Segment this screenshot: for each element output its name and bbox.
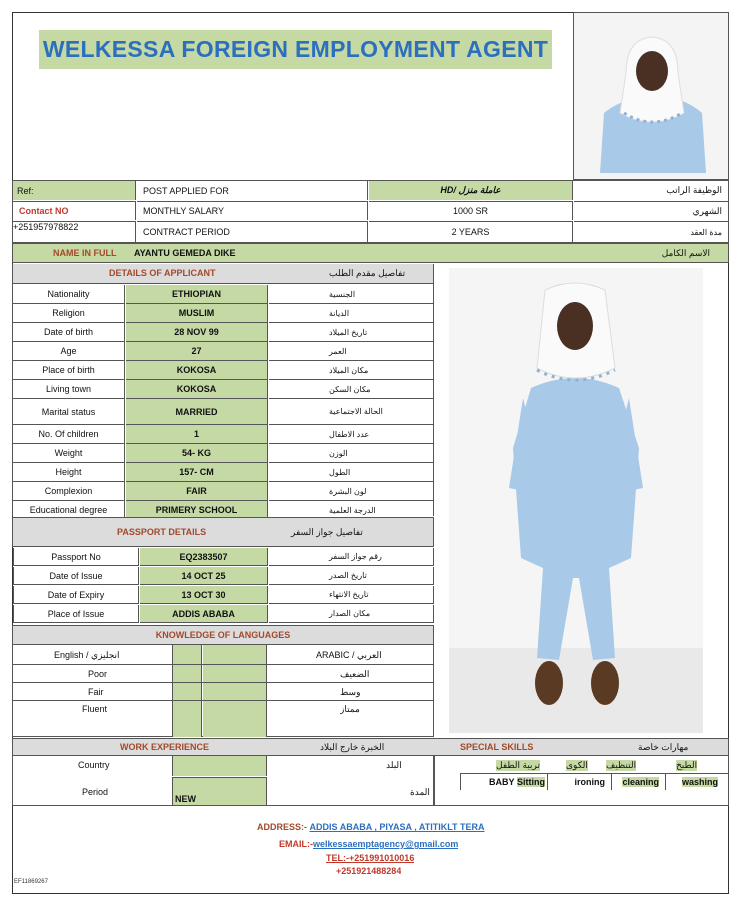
tel-number-2[interactable]: +251921488284 <box>336 866 402 876</box>
lang-english-cell-2 <box>203 645 267 737</box>
passport-value-0 <box>140 548 268 566</box>
tel-line <box>326 853 414 863</box>
passport-arabic-2-text: تاريخ الانتهاء <box>329 590 369 599</box>
detail-label-0 <box>13 285 125 304</box>
salary-arabic-cell <box>574 201 728 220</box>
lang-english-cell-1 <box>172 645 202 737</box>
lang-fluent-arabic: ممتاز <box>340 704 360 714</box>
work-period-value-cell <box>172 777 267 805</box>
lang-divider-1 <box>13 664 433 665</box>
detail-label-2 <box>13 323 125 342</box>
detail-arabic-9-text: الطول <box>329 467 351 477</box>
detail-label-6 <box>13 399 125 425</box>
details-header <box>13 264 433 284</box>
passport-value-0-text: EQ2383507 <box>179 551 228 562</box>
lang-fair-arabic: وسط <box>340 687 361 697</box>
post-applied-cell <box>137 181 368 200</box>
detail-value-2-text: 28 NOV 99 <box>174 327 219 337</box>
detail-label-7-text: No. Of children <box>38 429 99 439</box>
detail-arabic-1 <box>269 304 433 323</box>
name-arabic: الاسم الكامل <box>661 248 710 258</box>
phone-cell <box>13 221 136 242</box>
passport-value-2 <box>140 586 268 604</box>
monthly-salary-label: MONTHLY SALARY <box>143 206 225 216</box>
detail-value-3 <box>126 342 268 361</box>
passport-value-3-text: ADDIS ABABA <box>172 608 235 619</box>
detail-arabic-10 <box>269 482 433 501</box>
passport-label-2-text: Date of Expiry <box>47 589 105 600</box>
lang-divider-3 <box>13 700 433 701</box>
skill-ironing: ironing <box>574 777 605 787</box>
passport-arabic-3 <box>269 605 434 623</box>
detail-label-7 <box>13 425 125 444</box>
passport-label-0-text: Passport No <box>51 551 101 562</box>
work-header-arabic: الخبرة خارج البلاد <box>320 742 385 752</box>
detail-arabic-8-text: الوزن <box>329 448 348 458</box>
work-country-value <box>172 756 267 776</box>
monthly-salary-cell <box>137 201 368 220</box>
skills-header-arabic: مهارات خاصة <box>638 742 689 752</box>
passport-arabic-0-text: رقم جواز السفر <box>329 552 382 561</box>
detail-label-5-text: Living town <box>45 384 92 394</box>
detail-label-4-text: Place of birth <box>42 365 95 375</box>
tel-number-1[interactable]: +251991010016 <box>349 853 415 863</box>
skill-washing: washing <box>681 777 718 787</box>
detail-value-11-text: PRIMERY SCHOOL <box>155 505 238 515</box>
detail-arabic-9 <box>269 463 433 482</box>
contract-value: 2 YEARS <box>451 227 490 237</box>
passport-label-1-text: Date of Issue <box>49 570 103 581</box>
detail-arabic-10-text: لون البشرة <box>329 486 367 496</box>
skills-header-label: SPECIAL SKILLS <box>460 742 534 752</box>
contract-arabic: مدة العقد <box>690 227 722 237</box>
lang-fluent-label: Fluent <box>82 704 108 714</box>
detail-label-4 <box>13 361 125 380</box>
detail-label-8 <box>13 444 125 463</box>
passport-arabic-1 <box>269 567 434 585</box>
detail-label-1-text: Religion <box>52 308 85 318</box>
detail-value-10 <box>126 482 268 501</box>
lang-arabic-label: ARABIC / العربي <box>316 650 382 660</box>
address-label: ADDRESS:- <box>257 822 308 832</box>
lang-poor-arabic: الضعيف <box>340 669 370 679</box>
detail-arabic-3 <box>269 342 433 361</box>
detail-arabic-2 <box>269 323 433 342</box>
passport-label-1 <box>13 567 139 585</box>
lang-english-label: English / انجليزي <box>54 650 120 660</box>
passport-label-2 <box>13 586 139 604</box>
agency-title: WELKESSA FOREIGN EMPLOYMENT AGENT <box>42 36 549 62</box>
page-title <box>39 30 552 69</box>
detail-label-10-text: Complexion <box>44 486 93 496</box>
detail-label-9-text: Height <box>55 467 82 477</box>
detail-arabic-4-text: مكان الميلاد <box>329 365 369 375</box>
detail-value-5-text: KOKOSA <box>176 384 217 394</box>
contact-label-cell <box>13 201 136 220</box>
contact-label: Contact NO <box>19 206 69 216</box>
name-row <box>12 243 729 263</box>
passport-value-3 <box>140 605 268 623</box>
detail-label-11-text: Educational degree <box>29 505 108 515</box>
passport-value-1-text: 14 OCT 25 <box>181 570 226 581</box>
passport-label-3 <box>13 605 139 623</box>
detail-label-9 <box>13 463 125 482</box>
contact-phone: +251957978822 <box>13 222 79 232</box>
contract-period-cell <box>137 221 368 242</box>
passport-header-arabic: تفاصيل جواز السفر <box>291 527 363 537</box>
tel-line-2 <box>336 866 401 876</box>
passport-arabic-0 <box>269 548 434 566</box>
ref-label: Ref: <box>17 185 34 196</box>
detail-arabic-7-text: عدد الاطفال <box>329 429 370 439</box>
document-code: EF11869267 <box>14 879 48 885</box>
languages-header <box>12 625 434 645</box>
lang-divider-2 <box>13 682 433 683</box>
work-country-arabic: البلد <box>386 760 402 770</box>
salary-value-cell <box>369 201 573 220</box>
passport-header <box>12 517 434 547</box>
detail-label-8-text: Weight <box>54 448 83 458</box>
work-header-label: WORK EXPERIENCE <box>120 742 210 752</box>
detail-value-5 <box>126 380 268 399</box>
passport-arabic-1-text: تاريخ الصدر <box>329 571 367 580</box>
detail-arabic-2-text: تاريخ الميلاد <box>329 327 368 337</box>
email-label: EMAIL:- <box>279 839 313 849</box>
passport-arabic-3-text: مكان الصدار <box>329 609 371 618</box>
detail-value-0-text: ETHIOPIAN <box>171 289 221 299</box>
work-period-value: NEW <box>175 794 196 804</box>
detail-value-7 <box>126 425 268 444</box>
detail-arabic-5-text: مكان السكن <box>329 384 371 394</box>
detail-value-8 <box>126 444 268 463</box>
passport-value-1 <box>140 567 268 585</box>
detail-label-1 <box>13 304 125 323</box>
skill-ar-4: تربية الطفل <box>496 760 541 770</box>
contract-value-cell <box>369 221 573 242</box>
detail-arabic-0-text: الجنسية <box>329 289 356 299</box>
detail-value-7-text: 1 <box>193 429 199 439</box>
full-body-photo <box>449 268 703 733</box>
ref-label-cell <box>13 181 136 200</box>
detail-value-2 <box>126 323 268 342</box>
detail-value-0 <box>126 285 268 304</box>
post-value-cell <box>369 181 573 200</box>
detail-arabic-0 <box>269 285 433 304</box>
post-value: HD/ عاملة منزل <box>440 185 501 195</box>
post-arabic: الوظيفة الراتب <box>666 185 722 195</box>
skill-ar-3: الكوى <box>566 760 588 770</box>
passport-arabic-2 <box>269 586 434 604</box>
skill-ar-2: التنظيف <box>606 760 637 770</box>
detail-label-6-text: Marital status <box>41 406 96 417</box>
detail-value-10-text: FAIR <box>186 486 207 496</box>
detail-arabic-8 <box>269 444 433 463</box>
skill-baby-cell <box>460 774 548 790</box>
detail-value-1 <box>126 304 268 323</box>
skill-washing-cell <box>666 774 724 790</box>
details-header-label: DETAILS OF APPLICANT <box>109 268 216 278</box>
detail-value-8-text: 54- KG <box>181 448 211 458</box>
passport-label-3-text: Place of Issue <box>47 608 105 619</box>
address-line <box>257 822 485 832</box>
detail-arabic-6 <box>269 399 433 425</box>
detail-arabic-5 <box>269 380 433 399</box>
detail-value-9-text: 157- CM <box>179 467 214 477</box>
work-period-label: Period <box>82 787 109 797</box>
skill-ar-1: الطبخ <box>676 760 698 770</box>
lang-fair-label: Fair <box>88 687 104 697</box>
detail-arabic-1-text: الديانة <box>329 308 350 318</box>
email-link[interactable]: welkessaemptagency@gmail.com <box>313 839 459 849</box>
skill-ironing-cell <box>548 774 612 790</box>
detail-value-6-text: MARRIED <box>175 406 218 417</box>
skill-sitting: Sitting <box>517 777 545 787</box>
detail-value-1-text: MUSLIM <box>178 308 215 318</box>
passport-value-2-text: 13 OCT 30 <box>181 589 226 600</box>
detail-arabic-7 <box>269 425 433 444</box>
tel-label: TEL:- <box>326 853 349 863</box>
post-arabic-cell <box>574 181 728 200</box>
work-period-arabic: المدة <box>410 787 430 797</box>
languages-header-label: KNOWLEDGE OF LANGUAGES <box>155 630 291 640</box>
detail-value-6 <box>126 399 268 425</box>
detail-label-10 <box>13 482 125 501</box>
detail-value-9 <box>126 463 268 482</box>
detail-label-2-text: Date of birth <box>43 327 94 337</box>
passport-label-0 <box>13 548 139 566</box>
detail-arabic-3-text: العمر <box>329 346 347 356</box>
lang-poor-label: Poor <box>88 669 108 679</box>
email-line <box>279 839 458 849</box>
skill-cleaning: cleaning <box>622 777 659 787</box>
portrait-photo <box>573 12 729 180</box>
address-value[interactable]: ADDIS ABABA , PIYASA , ATITIKLT TERA <box>309 822 485 832</box>
salary-value: 1000 SR <box>452 206 489 216</box>
details-header-arabic: تفاصيل مقدم الطلب <box>329 268 406 278</box>
name-label: NAME IN FULL <box>53 248 117 258</box>
detail-arabic-4 <box>269 361 433 380</box>
detail-label-3-text: Age <box>60 346 77 356</box>
detail-label-5 <box>13 380 125 399</box>
detail-value-4 <box>126 361 268 380</box>
work-country-label: Country <box>78 760 110 770</box>
passport-header-label: PASSPORT DETAILS <box>117 527 207 537</box>
detail-value-3-text: 27 <box>191 346 202 356</box>
skill-cleaning-cell <box>612 774 666 790</box>
detail-arabic-6-text: الحالة الاجتماعية <box>329 407 383 416</box>
contract-arabic-cell <box>574 221 728 242</box>
detail-label-0-text: Nationality <box>47 289 90 299</box>
salary-arabic: الشهري <box>692 205 722 216</box>
name-value: AYANTU GEMEDA DIKE <box>134 248 236 258</box>
detail-value-4-text: KOKOSA <box>176 365 217 375</box>
skill-baby: BABY <box>488 777 515 787</box>
detail-arabic-11-text: الدرجة العلمية <box>329 505 376 515</box>
detail-label-3 <box>13 342 125 361</box>
post-applied-label: POST APPLIED FOR <box>143 185 229 196</box>
contract-period-label: CONTRACT PERIOD <box>143 227 230 237</box>
